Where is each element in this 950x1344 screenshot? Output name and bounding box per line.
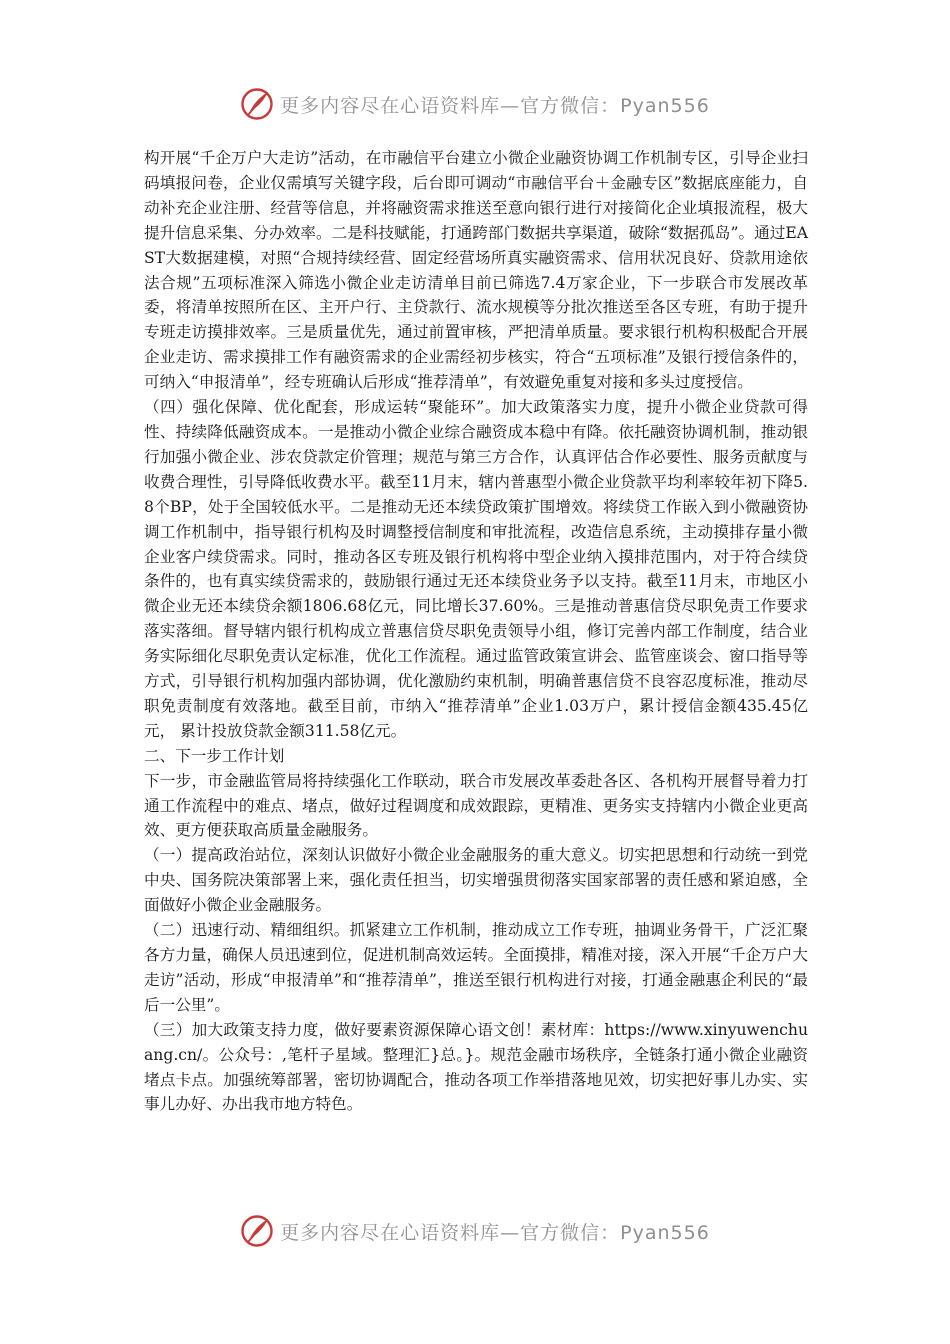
- paragraph: （二）迅速行动、精细组织。抓紧建立工作机制，推动成立工作专班，抽调业务骨干，广泛汇聚各方力量，确保人员迅速到位，促进机制高效运转。全面摸排，精准对接，深入开展“千企万户大走访”活动，形成“申报清单”和“推荐清单”，推送至银行机构进行对接，打通金融惠企利民的“最后一公里”。: [144, 921, 808, 1014]
- watermark-text: 更多内容尽在心语资料库—官方微信：Pyan556: [280, 1221, 710, 1244]
- quill-logo-icon: [240, 1214, 274, 1248]
- document-body: [144, 146, 808, 1117]
- paragraph: （三）加大政策支持力度，做好要素资源保障心语文创！素材库：https://www.xinyuwenchuang.cn/。公众号：,笔杆子星域。整理汇}总。}。规范金融市场秩序，全链条打通小微企业融资堵点卡点。加强统筹部署，密切协调配合，推动各项工作举措落地见效，切实把好事儿办实、实事儿办好、办出我市地方特色。: [144, 1020, 808, 1114]
- section-heading: 二、下一步工作计划: [144, 746, 285, 765]
- watermark-text: 更多内容尽在心语资料库—官方微信：Pyan556: [280, 94, 710, 117]
- paragraph: 构开展“千企万户大走访”活动，在市融信平台建立小微企业融资协调工作机制专区，引导企业扫码填报问卷，企业仅需填写关键字段，后台即可调动“市融信平台＋金融专区”数据底座能力，自动补充企业注册、经营等信息，并将融资需求推送至意向银行进行对接简化企业填报流程，极大提升信息采集、分办效率。二是科技赋能，打通跨部门数据共享渠道，破除“数据孤岛”。通过EAST大数据建模，对照“合规持续经营、固定经营场所真实融资需求、信用状况良好、贷款用途依法合规”五项标准深入筛选小微企业走访清单目前已筛选7.4万家企业，下一步联合市发展改革委，将清单按照所在区、主开户行、主贷款行、流水规模等分批次推送至各区专班，有助于提升专班走访摸排效率。三是质量优先，通过前置审核，严把清单质量。要求银行机构积极配合开展企业走访、需求摸排工作有融资需求的企业需经初步核实，符合“五项标准”及银行授信条件的，可纳入“申报清单”，经专班确认后形成“推荐清单”，有效避免重复对接和多头过度授信。: [144, 149, 808, 392]
- paragraph: （一）提高政治站位，深刻认识做好小微企业金融服务的重大意义。切实把思想和行动统一到党中央、国务院决策部署上来，强化责任担当，切实增强贯彻落实国家部署的责任感和紧迫感，全面做好小微企业金融服务。: [144, 846, 808, 915]
- paragraph: （四）强化保障、优化配套，形成运转“聚能环”。加大政策落实力度，提升小微企业贷款可得性、持续降低融资成本。一是推动小微企业综合融资成本稳中有降。依托融资协调机制，推动银行加强小微企业、涉农贷款定价管理；规范与第三方合作，认真评估合作必要性、服务贡献度与收费合理性，引导降低收费水平。截至11月末，辖内普惠型小微企业贷款平均利率较年初下降5.8个BP，处于全国较低水平。二是推动无还本续贷政策扩围增效。将续贷工作嵌入到小微融资协调工作机制中，指导银行机构及时调整授信制度和审批流程，改造信息系统，主动摸排存量小微企业客户续贷需求。同时，推动各区专班及银行机构将中型企业纳入摸排范围内，对于符合续贷条件的，也有真实续贷需求的，鼓励银行通过无还本续贷业务予以支持。截至11月末，市地区小微企业无还本续贷余额1806.68亿元，同比增长37.60%。三是推动普惠信贷尽职免责工作要求落实落细。督导辖内银行机构成立普惠信贷尽职免责领导小组，修订完善内部工作制度，结合业务实际细化尽职免责认定标准，优化工作流程。通过监管政策宣讲会、监管座谈会、窗口指导等方式，引导银行机构加强内部协调，优化激励约束机制，明确普惠信贷不良容忍度标准，推动尽职免责制度有效落地。截至目前，市纳入“推荐清单”企业1.03万户，累计授信金额435.45亿元， 累计投放贷款金额311.58亿元。: [144, 398, 808, 740]
- watermark-banner-bottom: [0, 1211, 950, 1251]
- quill-logo-icon: [240, 87, 274, 121]
- watermark-banner-top: [0, 84, 950, 124]
- paragraph: 下一步，市金融监管局将持续强化工作联动，联合市发展改革委赴各区、各机构开展督导着力打通工作流程中的难点、堵点，做好过程调度和成效跟踪，更精准、更务实支持辖内小微企业更高效、更方便获取高质量金融服务。: [144, 771, 808, 840]
